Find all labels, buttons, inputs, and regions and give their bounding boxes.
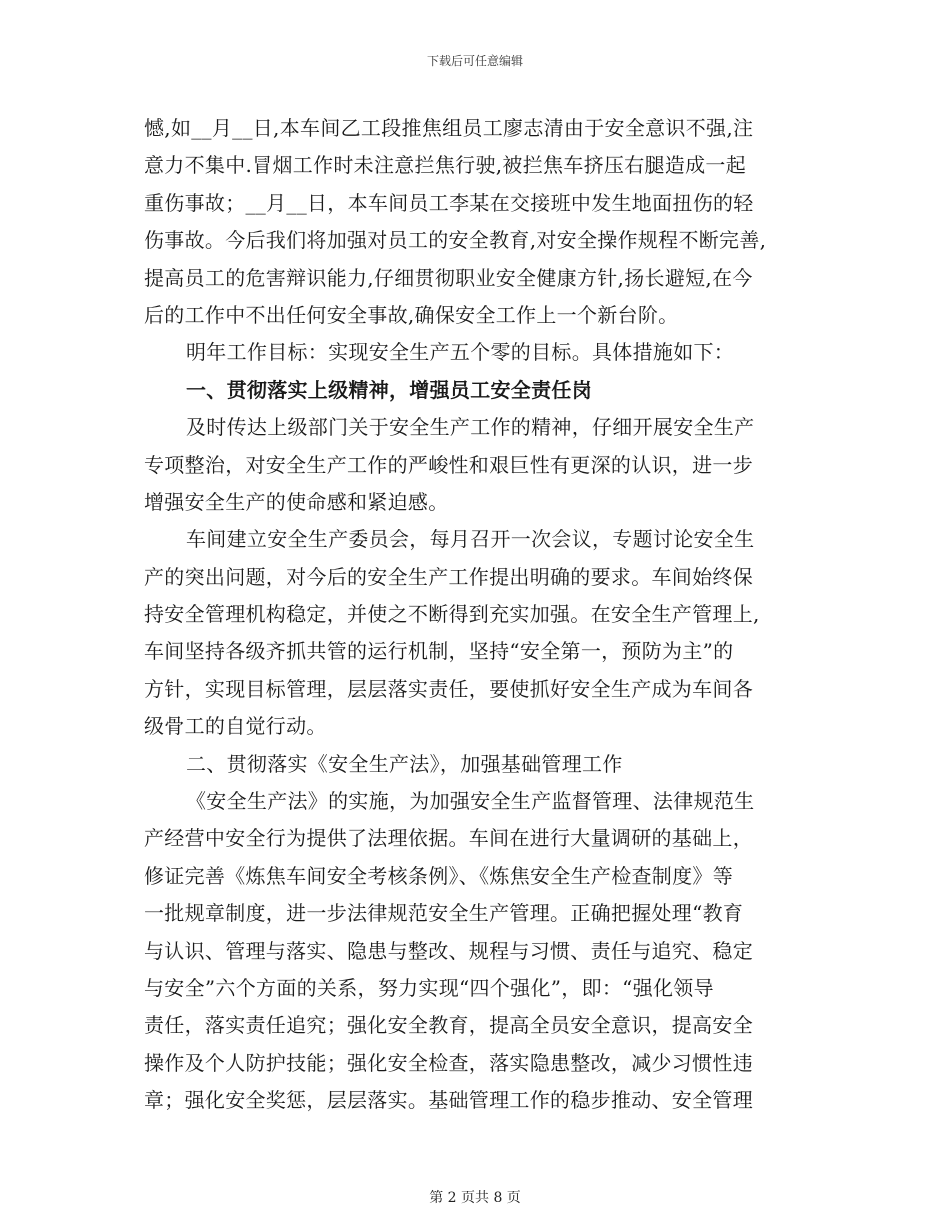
page-footer: 第 2 页共 8 页 xyxy=(429,1190,521,1206)
document-body xyxy=(144,110,806,1120)
text-line: 重伤事故；__月__日，本车间员工李某在交接班中发生地面扭伤的轻 xyxy=(144,190,754,215)
text-line: 车间坚持各级齐抓共管的运行机制，坚持“安全第一，预防为主”的 xyxy=(144,639,734,664)
text-line: 伤事故。今后我们将加强对员工的安全教育,对安全操作规程不断完善, xyxy=(144,228,767,253)
text-line: 操作及个人防护技能；强化安全检查，落实隐患整改，减少习惯性违 xyxy=(144,1050,753,1075)
text-line: 后的工作中不出任何安全事故,确保安全工作上一个新台阶。 xyxy=(144,302,679,327)
text-line: 一批规章制度，进一步法律规范安全生产管理。正确把握处理“教育 xyxy=(144,901,744,926)
text-line: 《安全生产法》的实施，为加强安全生产监督管理、法律规范生 xyxy=(186,789,755,814)
text-line: 产经营中安全行为提供了法理依据。车间在进行大量调研的基础上， xyxy=(144,826,753,851)
text-line: 级骨工的自觉行动。 xyxy=(144,714,327,739)
text-line: 与认识、管理与落实、隐患与整改、规程与习惯、责任与追究、稳定 xyxy=(144,938,753,963)
text-line: 及时传达上级部门关于安全生产工作的精神，仔细开展安全生产 xyxy=(186,415,755,440)
text-line: 憾,如__月__日,本车间乙工段推焦组员工廖志清由于安全意识不强,注 xyxy=(144,116,754,140)
text-line: 持安全管理机构稳定，并使之不断得到充实加强。在安全生产管理上, xyxy=(144,602,760,627)
section-heading-2: 二、贯彻落实《安全生产法》，加强基础管理工作 xyxy=(186,751,623,776)
text-line: 修证完善《炼焦车间安全考核条例》、《炼焦安全生产检查制度》等 xyxy=(144,863,733,888)
text-line: 意力不集中.冒烟工作时未注意拦焦行驶,被拦焦车挤压右腿造成一起 xyxy=(144,153,747,178)
text-line: 提高员工的危害辩识能力,仔细贯彻职业安全健康方针,扬长避短,在今 xyxy=(144,265,753,290)
text-line: 专项整治，对安全生产工作的严峻性和艰巨性有更深的认识，进一步 xyxy=(144,452,753,477)
page-header: 下载后可任意编辑 xyxy=(426,54,523,68)
text-line: 与安全”六个方面的关系，努力实现“四个强化”，即：“强化领导 xyxy=(144,975,714,1000)
text-line: 责任，落实责任追究；强化安全教育，提高全员安全意识，提高安全 xyxy=(144,1013,753,1038)
section-heading-1: 一、贯彻落实上级精神，增强员工安全责任岗 xyxy=(186,377,592,402)
text-line: 增强安全生产的使命感和紧迫感。 xyxy=(144,489,449,514)
text-line: 章；强化安全奖惩，层层落实。基础管理工作的稳步推动、安全管理 xyxy=(144,1088,753,1113)
text-line: 产的突出问题，对今后的安全生产工作提出明确的要求。车间始终保 xyxy=(144,564,753,589)
text-line: 方针，实现目标管理，层层落实责任，要使抓好安全生产成为车间各 xyxy=(144,676,753,701)
text-line: 明年工作目标：实现安全生产五个零的目标。具体措施如下： xyxy=(186,340,735,365)
text-line: 车间建立安全生产委员会，每月召开一次会议，专题讨论安全生 xyxy=(186,527,755,552)
